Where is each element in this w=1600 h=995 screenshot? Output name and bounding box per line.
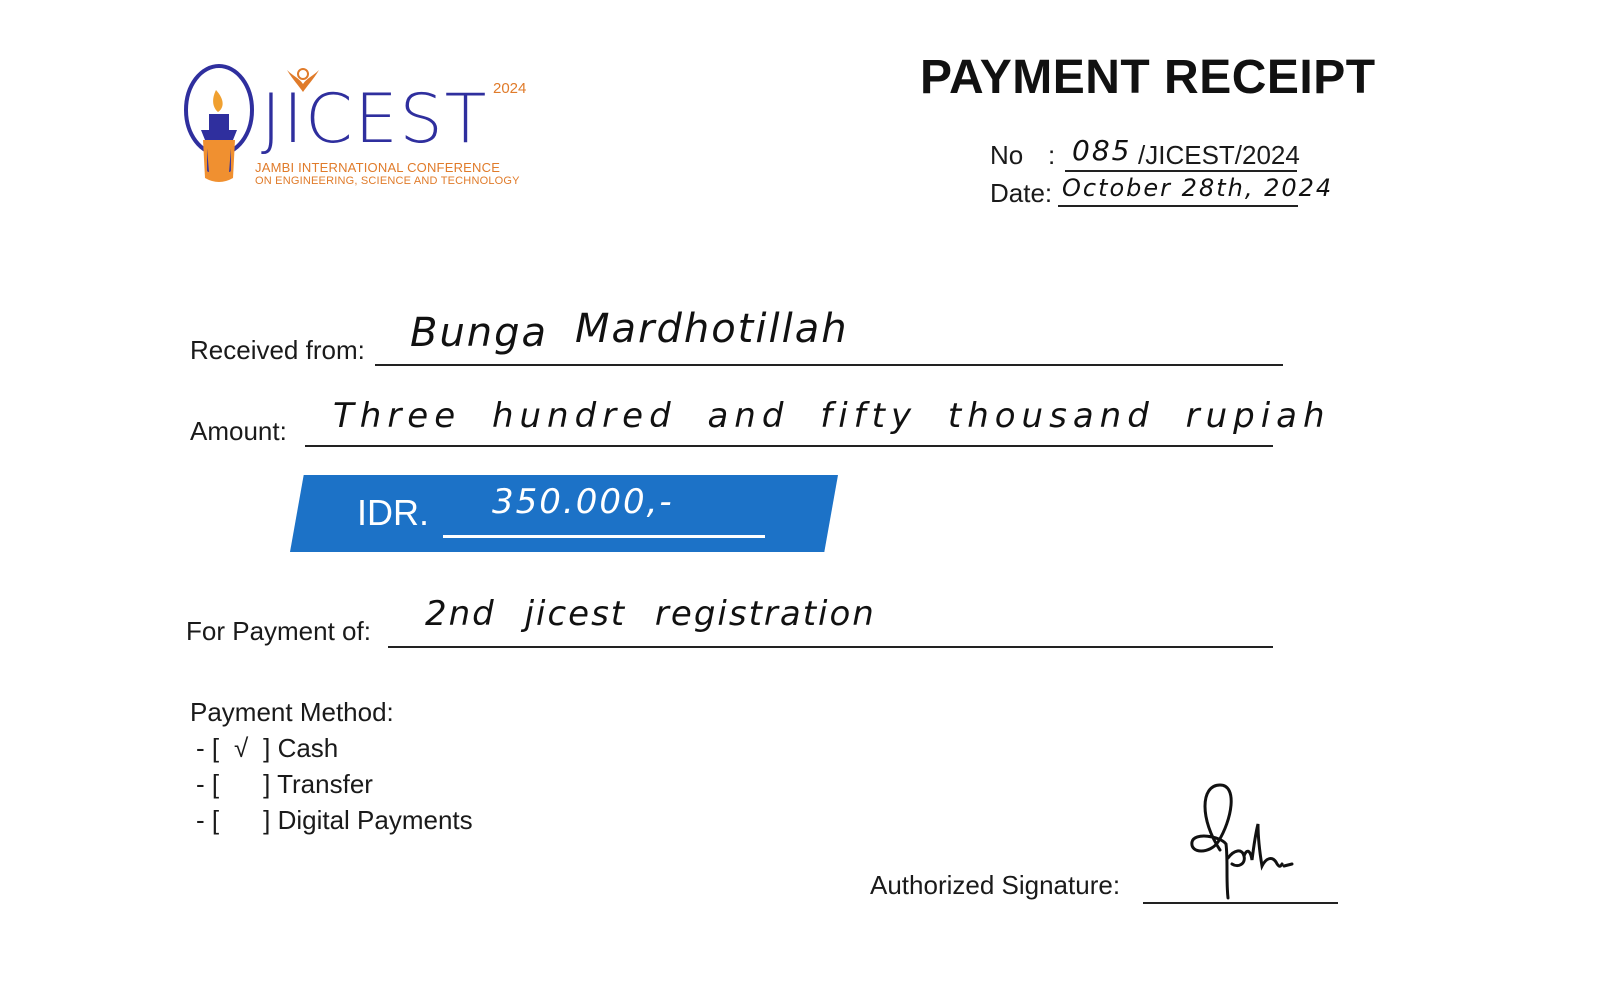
receipt-no-suffix: /JICEST/2024 [1138, 140, 1300, 170]
idr-value: 350.000,- [492, 482, 674, 522]
logo-year: 2024 [493, 80, 527, 97]
payment-option-cash-checkbox: √ [233, 733, 249, 763]
payment-option-label: Transfer [277, 769, 373, 799]
payment-option-cash: - [ √ ] Cash [196, 733, 339, 763]
signature-label: Authorized Signature: [870, 870, 1121, 900]
receipt-no-line [1065, 170, 1297, 172]
logo-subtitle-line2: ON ENGINEERING, SCIENCE AND TECHNOLOGY [255, 175, 520, 187]
logo-subtitle-line1: JAMBI INTERNATIONAL CONFERENCE [255, 160, 501, 175]
date-line [1058, 205, 1298, 207]
date-label: Date: [990, 178, 1053, 208]
receipt-no-colon: : [1048, 140, 1056, 170]
received-from-line [375, 364, 1283, 366]
payment-method-title: Payment Method: [190, 697, 394, 727]
payment-option-digital: - [ ] Digital Payments [196, 805, 473, 835]
idr-line [443, 535, 765, 538]
payment-option-transfer: - [ ] Transfer [196, 769, 373, 799]
logo-wordmark: JICEST [261, 80, 489, 159]
page-title: PAYMENT RECEIPT [920, 51, 1376, 104]
payment-for-value: 2nd jicest registration [425, 594, 876, 634]
payer-first-name: Bunga [410, 310, 549, 356]
payment-option-label: Digital Payments [277, 805, 473, 835]
payment-for-line [388, 646, 1273, 648]
received-from-label: Received from: [190, 335, 365, 365]
handwritten-signature [1180, 780, 1310, 905]
amount-line [305, 445, 1273, 447]
payment-method-list [196, 733, 473, 841]
amount-words: Three hundred and fifty thousand rupiah [333, 396, 1331, 436]
payer-last-name: Mardhotillah [575, 306, 849, 352]
receipt-no-label: No [990, 140, 1024, 170]
receipt-no-value: 085 [1072, 134, 1132, 167]
conference-logo [183, 62, 543, 192]
payment-option-label: Cash [277, 733, 339, 763]
payment-for-label: For Payment of: [186, 616, 371, 646]
amount-label: Amount: [190, 416, 287, 446]
date-value: October 28th, 2024 [1062, 174, 1334, 202]
idr-label: IDR. [357, 492, 429, 533]
lamp-icon [183, 62, 263, 192]
